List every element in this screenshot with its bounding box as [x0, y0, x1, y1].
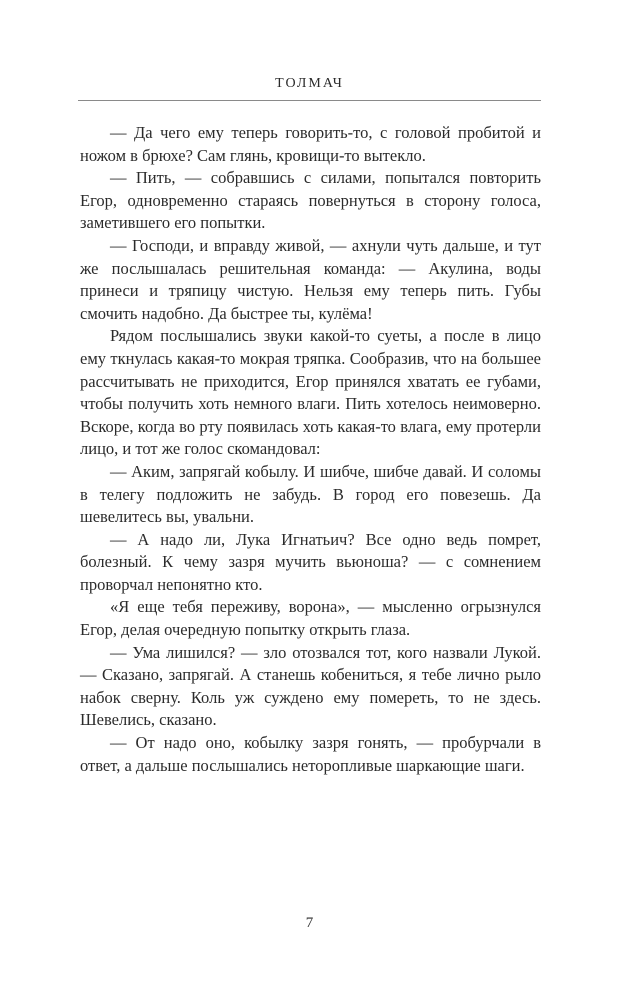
- paragraph: — От надо оно, кобылку зазря гонять, — пробурчали в ответ, а дальше послышались неторопливые шаркающие шаги.: [80, 733, 541, 775]
- paragraph: — Господи, и вправду живой, — ахнули чуть дальше, и тут же послышалась решительная команда: — Акулина, воды принеси и тряпицу чистую. Нельзя ему теперь пить. Губы смочить надобно. Да быстрее ты, кулёма!: [80, 235, 541, 323]
- paragraph: — Ума лишился? — зло отозвался тот, кого назвали Лукой. — Сказано, запрягай. А станешь кобениться, я тебе лично рыло набок сверну. Коль уж суждено ему помереть, то не здесь. Шевелись, сказано.: [80, 642, 541, 730]
- paragraph: «Я еще тебя переживу, ворона», — мысленно огрызнулся Егор, делая очередную попытку открыть глаза.: [80, 597, 541, 640]
- header-rule: [78, 100, 541, 101]
- paragraph: — Да чего ему теперь говорить-то, с головой пробитой и ножом в брюхе? Сам глянь, кровищи-то вытекло.: [80, 123, 541, 165]
- paragraph: Рядом послышались звуки какой-то суеты, а после в лицо ему ткнулась какая-то мокрая тряпка. Сообразив, что на большее рассчитывать не приходится, Егор принялся хватать ее губами, чтобы получить хоть немного влаги. Пить хотелось неимоверно. Вскоре, когда во рту появилась хоть какая-то влага, ему протерли лицо, и тот же голос скомандовал:: [80, 326, 541, 459]
- running-title: ТОЛМАЧ: [275, 76, 344, 91]
- paragraph: — Аким, запрягай кобылу. И шибче, шибче давай. И соломы в телегу подложить не забудь. В город его повезешь. Да шевелитесь вы, увальни.: [80, 461, 541, 527]
- body-text: [80, 122, 541, 777]
- paragraph: — А надо ли, Лука Игнатьич? Все одно ведь помрет, болезный. К чему зазря мучить вьюноша? — с сомнением проворчал непонятно кто.: [80, 529, 541, 594]
- page-number: 7: [305, 915, 314, 931]
- paragraph: — Пить, — собравшись с силами, попытался повторить Егор, одновременно стараясь повернуться в сторону голоса, заметившего его попытки.: [80, 168, 541, 233]
